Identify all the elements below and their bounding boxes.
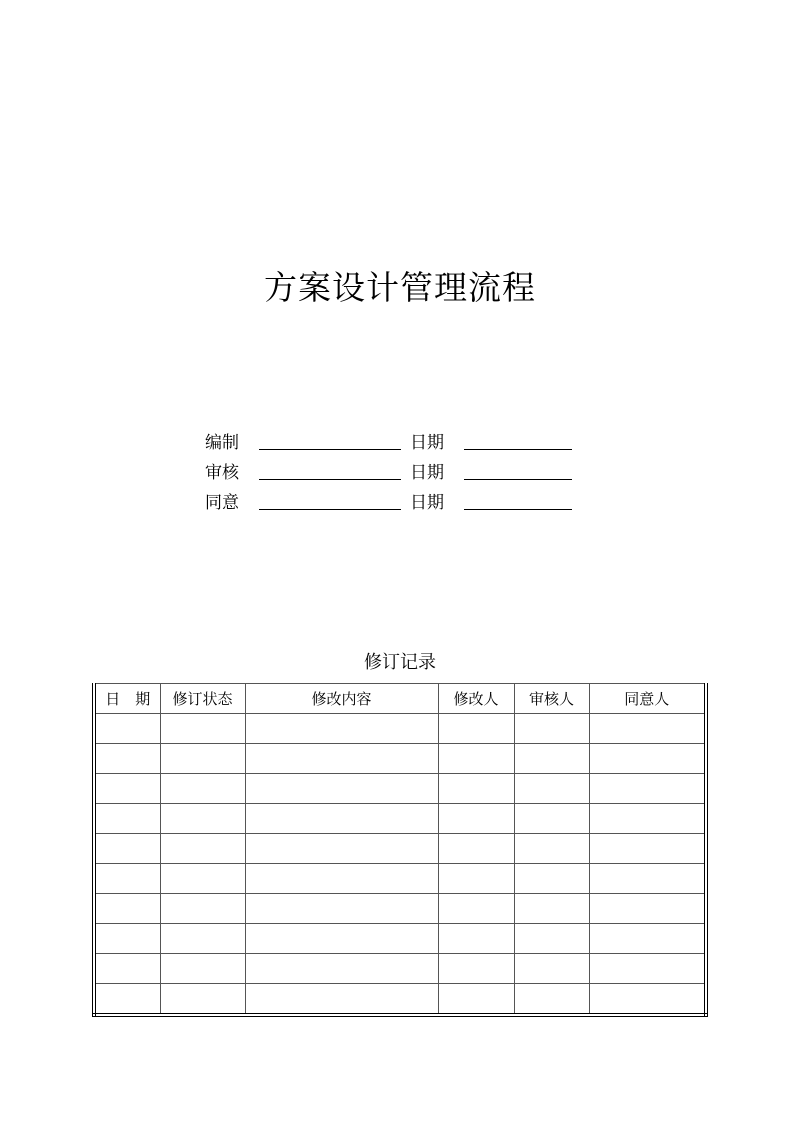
table-cell	[94, 894, 160, 924]
table-cell	[160, 924, 245, 954]
table-cell	[589, 894, 706, 924]
table-cell	[514, 984, 589, 1016]
table-cell	[245, 744, 438, 774]
signature-line	[259, 509, 401, 510]
table-cell	[514, 804, 589, 834]
table-cell	[514, 834, 589, 864]
table-cell	[245, 834, 438, 864]
table-row	[94, 744, 706, 774]
signature-line	[259, 449, 401, 450]
table-row	[94, 804, 706, 834]
date-label: 日期	[410, 493, 444, 513]
signoff-label: 编制	[205, 433, 239, 453]
table-cell	[438, 744, 514, 774]
table-row	[94, 714, 706, 744]
table-row	[94, 894, 706, 924]
table-cell	[94, 714, 160, 744]
header-change-content: 修改内容	[245, 684, 438, 714]
table-cell	[245, 954, 438, 984]
header-approver: 同意人	[589, 684, 706, 714]
header-date: 日 期	[94, 684, 160, 714]
signoff-label: 审核	[205, 463, 239, 483]
table-cell	[94, 774, 160, 804]
document-title: 方案设计管理流程	[264, 268, 536, 307]
table-cell	[160, 804, 245, 834]
table-cell	[245, 924, 438, 954]
revision-record-title: 修订记录	[364, 652, 436, 673]
table-cell	[160, 984, 245, 1016]
table-cell	[94, 834, 160, 864]
table-cell	[245, 804, 438, 834]
signature-line	[259, 479, 401, 480]
table-cell	[589, 984, 706, 1016]
table-cell	[514, 954, 589, 984]
table-cell	[160, 834, 245, 864]
date-line	[464, 509, 572, 510]
table-cell	[245, 774, 438, 804]
table-cell	[94, 954, 160, 984]
header-modifier: 修改人	[438, 684, 514, 714]
table-cell	[514, 744, 589, 774]
table-cell	[245, 984, 438, 1016]
table-cell	[514, 714, 589, 744]
table-cell	[589, 954, 706, 984]
table-cell	[589, 864, 706, 894]
table-cell	[160, 744, 245, 774]
table-cell	[94, 804, 160, 834]
table-row	[94, 864, 706, 894]
table-row	[94, 834, 706, 864]
table-cell	[94, 984, 160, 1016]
table-cell	[245, 864, 438, 894]
table-row	[94, 984, 706, 1016]
table-cell	[438, 954, 514, 984]
table-cell	[514, 774, 589, 804]
date-line	[464, 449, 572, 450]
header-revision-status: 修订状态	[160, 684, 245, 714]
table-row	[94, 924, 706, 954]
table-cell	[438, 924, 514, 954]
table-cell	[94, 924, 160, 954]
date-label: 日期	[410, 463, 444, 483]
table-cell	[438, 774, 514, 804]
table-cell	[160, 774, 245, 804]
signoff-label: 同意	[205, 493, 239, 513]
date-line	[464, 479, 572, 480]
revision-table	[92, 683, 708, 1017]
table-cell	[438, 984, 514, 1016]
table-cell	[160, 714, 245, 744]
table-row	[94, 954, 706, 984]
table-cell	[514, 894, 589, 924]
table-cell	[514, 924, 589, 954]
table-cell	[94, 864, 160, 894]
table-cell	[589, 834, 706, 864]
table-cell	[160, 954, 245, 984]
table-cell	[589, 804, 706, 834]
table-cell	[160, 864, 245, 894]
table-cell	[438, 714, 514, 744]
table-cell	[589, 924, 706, 954]
table-cell	[438, 864, 514, 894]
table-cell	[438, 804, 514, 834]
header-reviewer: 审核人	[514, 684, 589, 714]
table-header-row	[94, 684, 706, 714]
table-cell	[589, 774, 706, 804]
table-cell	[245, 714, 438, 744]
table-cell	[438, 894, 514, 924]
table-cell	[438, 834, 514, 864]
table-row	[94, 774, 706, 804]
table-cell	[94, 744, 160, 774]
table-cell	[589, 744, 706, 774]
table-cell	[589, 714, 706, 744]
table-cell	[160, 894, 245, 924]
date-label: 日期	[410, 433, 444, 453]
table-cell	[514, 864, 589, 894]
table-cell	[245, 894, 438, 924]
